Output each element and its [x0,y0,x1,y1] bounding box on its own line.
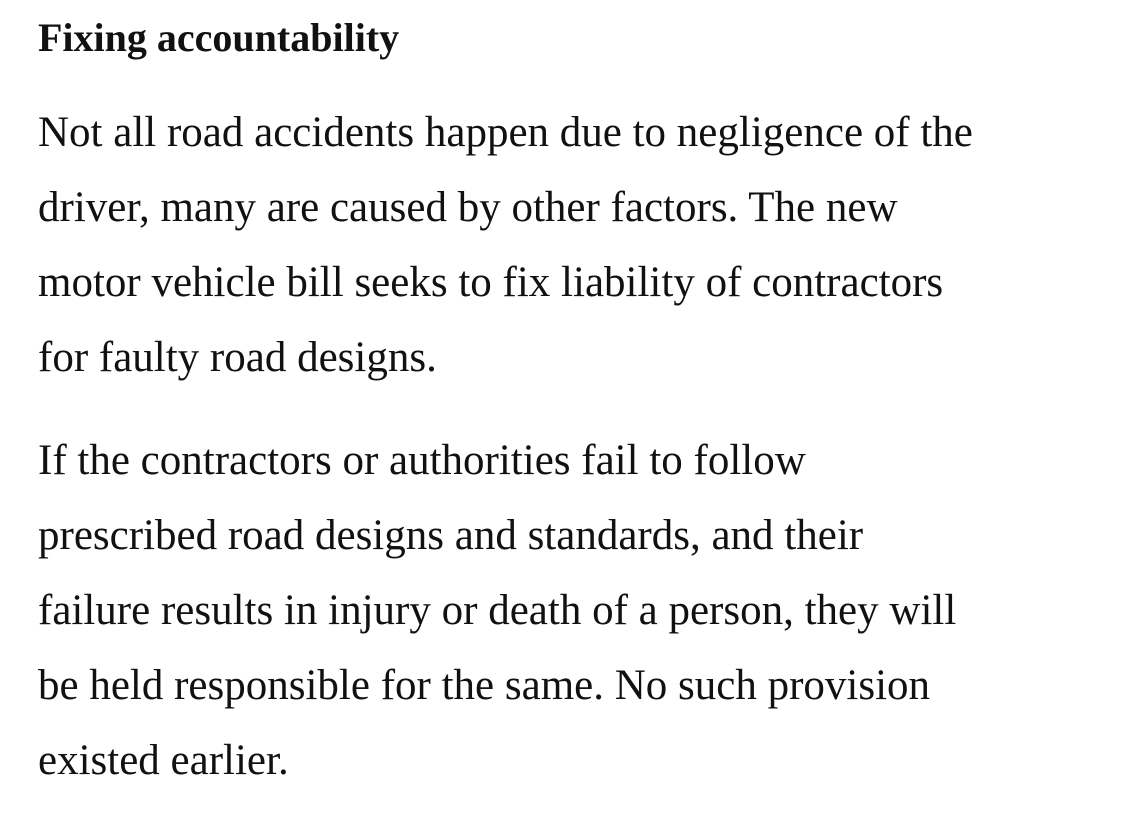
article-body [38,10,1113,798]
paragraph: If the contractors or authorities fail to follow prescribed road designs and standards, and their failure results in injury or death of a person, they will be held responsible for the same. No such provision existed earlier. [38,437,957,784]
section-heading: Fixing accountability [38,15,400,60]
paragraph: Not all road accidents happen due to negligence of the driver, many are caused by other factors. The new motor vehicle bill seeks to fix liability of contractors for faulty road designs. [38,109,973,381]
